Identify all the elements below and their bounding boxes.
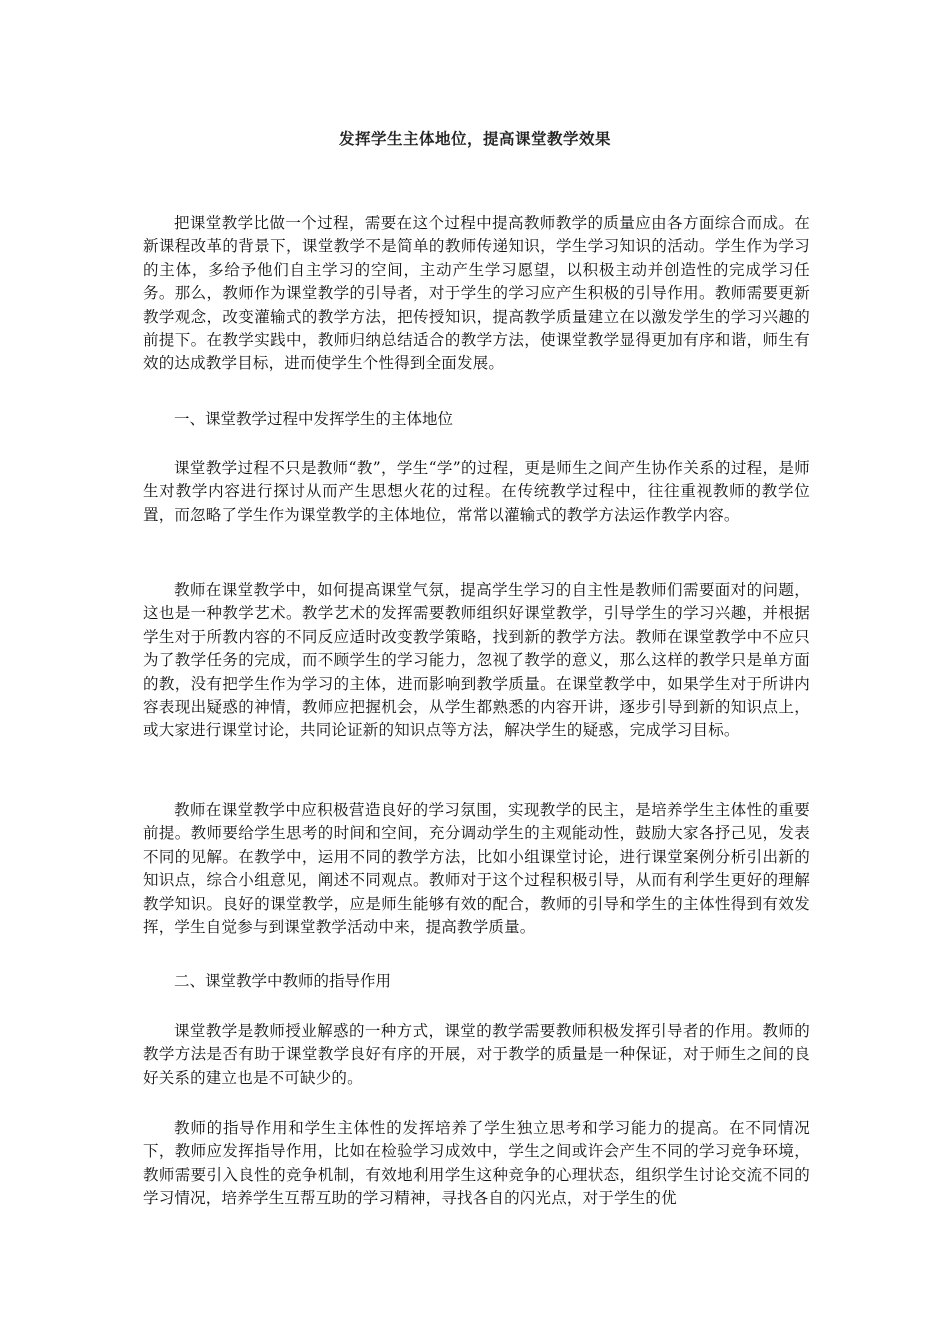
paragraph-section1-2: 教师在课堂教学中，如何提高课堂气氛，提高学生学习的自主性是教师们需要面对的问题，这也是一种教学艺术。教学艺术的发挥需要教师组织好课堂教学，引导学生的学习兴趣，并根据学生对于所教内容的不同反应适时改变教学策略，找到新的教学方法。教师在课堂教学中不应只为了教学任务的完成，而不顾学生的学习能力，忽视了教学的意义，那么这样的教学只是单方面的教，没有把学生作为学习的主体，进而影响到教学质量。在课堂教学中，如果学生对于所讲内容表现出疑惑的神情，教师应把握机会，从学生都熟悉的内容开讲，逐步引导到新的知识点上，或大家进行课堂讨论，共同论证新的知识点等方法，解决学生的疑惑，完成学习目标。 (143, 581, 810, 740)
section-heading-2: 二、课堂教学中教师的指导作用 (174, 972, 392, 990)
document-title: 发挥学生主体地位，提高课堂教学效果 (338, 129, 611, 148)
paragraph-section2-1: 课堂教学是教师授业解惑的一种方式，课堂的教学需要教师积极发挥引导者的作用。教师的教学方法是否有助于课堂教学良好有序的开展，对于教学的质量是一种保证，对于师生之间的良好关系的建立也是不可缺少的。 (143, 1022, 810, 1087)
section-heading-1: 一、课堂教学过程中发挥学生的主体地位 (174, 410, 454, 428)
paragraph-section1-3: 教师在课堂教学中应积极营造良好的学习氛围，实现教学的民主，是培养学生主体性的重要前提。教师要给学生思考的时间和空间，充分调动学生的主观能动性，鼓励大家各抒己见，发表不同的见解。在教学中，运用不同的教学方法，比如小组课堂讨论，进行课堂案例分析引出新的知识点，综合小组意见，阐述不同观点。教师对于这个过程积极引导，从而有利学生更好的理解教学知识。良好的课堂教学，应是师生能够有效的配合，教师的引导和学生的主体性得到有效发挥，学生自觉参与到课堂教学活动中来，提高教学质量。 (143, 801, 810, 937)
paragraph-section1-1: 课堂教学过程不只是教师“教”，学生“学”的过程，更是师生之间产生协作关系的过程，是师生对教学内容进行探讨从而产生思想火花的过程。在传统教学过程中，往往重视教师的教学位置，而忽略了学生作为课堂教学的主体地位，常常以灌输式的教学方法运作教学内容。 (143, 459, 810, 524)
paragraph-section2-2: 教师的指导作用和学生主体性的发挥培养了学生独立思考和学习能力的提高。在不同情况下，教师应发挥指导作用，比如在检验学习成效中，学生之间或许会产生不同的学习竞争环境，教师需要引入良性的竞争机制，有效地利用学生这种竞争的心理状态，组织学生讨论交流不同的学习情况，培养学生互帮互助的学习精神，寻找各自的闪光点，对于学生的优 (143, 1119, 810, 1208)
paragraph-intro: 把课堂教学比做一个过程，需要在这个过程中提高教师教学的质量应由各方面综合而成。在新课程改革的背景下，课堂教学不是简单的教师传递知识，学生学习知识的活动。学生作为学习的主体，多给予他们自主学习的空间，主动产生学习愿望，以积极主动并创造性的完成学习任务。那么，教师作为课堂教学的引导者，对于学生的学习应产生积极的引导作用。教师需要更新教学观念，改变灌输式的教学方法，把传授知识，提高教学质量建立在以激发学生的学习兴趣的前提下。在教学实践中，教师归纳总结适合的教学方法，使课堂教学显得更加有序和谐，师生有效的达成教学目标，进而使学生个性得到全面发展。 (143, 214, 810, 373)
